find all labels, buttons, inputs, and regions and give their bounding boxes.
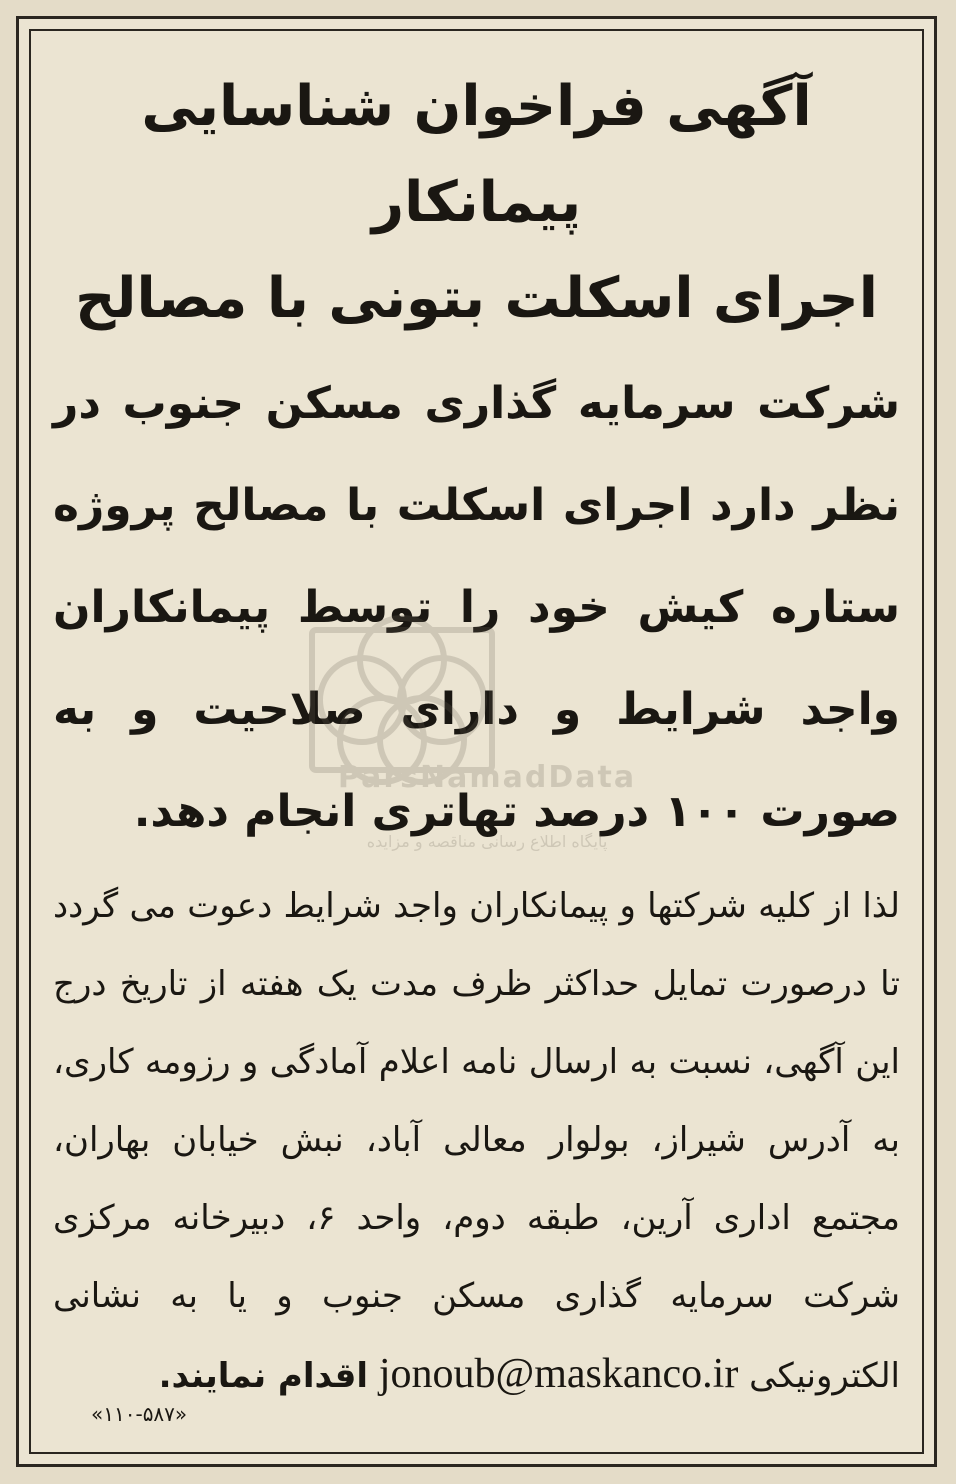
ad-inner-frame	[29, 29, 924, 1454]
contact-email: jonoub@maskanco.ir	[378, 1351, 739, 1397]
ad-invitation-text: لذا از کلیه شرکتها و پیمانکاران واجد شرایط دعوت می گردد تا درصورت تمایل حداکثر ظرف مدت یک هفته از تاریخ درج این آگهی، نسبت به ارسال نامه اعلام آمادگی و رزومه کاری، به آدرس شیراز، بولوار معالی آباد، نبش خیابان بهاران، مجتمع اداری آرین، طبقه دوم، واحد ۶، دبیرخانه مرکزی شرکت سرمایه گذاری مسکن جنوب و یا به نشانی الکترونیکی	[53, 886, 901, 1396]
ad-title-line2: اجرای اسکلت بتونی با مصالح	[75, 266, 878, 331]
ad-reference-code: «۱۱۰-۵۸۷»	[91, 1402, 188, 1426]
ad-outer-frame	[16, 16, 937, 1467]
watermark-brand: ParsNamadData	[337, 760, 637, 795]
ad-closing-text: اقدام نمایند.	[158, 1356, 369, 1396]
ad-title-line1: آگهی فراخوان شناسایی پیمانکار	[141, 74, 812, 235]
ad-intro-paragraph: شرکت سرمایه گذاری مسکن جنوب در نظر دارد اجرای اسکلت با مصالح پروژه ستاره کیش خود را توسط پیمانکاران واجد شرایط و دارای صلاحیت و به صورت ۱۰۰ درصد تهاتری انجام دهد.	[53, 378, 900, 837]
watermark-subtitle: پایگاه اطلاع رسانی مناقصه و مزایده	[366, 832, 608, 851]
ad-invitation-paragraph	[53, 867, 900, 1415]
